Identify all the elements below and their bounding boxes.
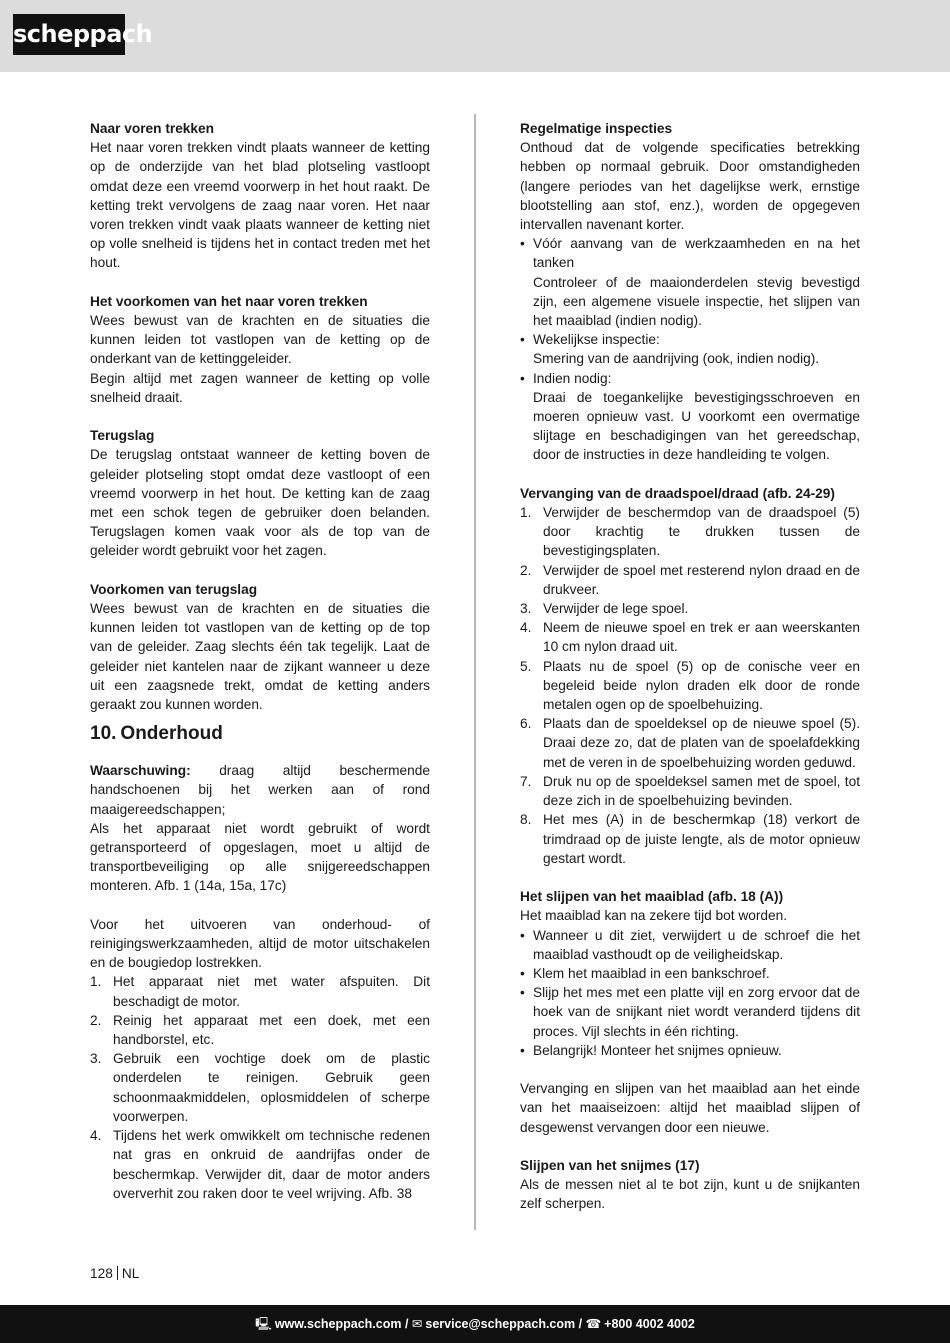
list-item: 1. Het apparaat niet met water afspuiten. Dit beschadigt de motor. xyxy=(90,974,430,1009)
phone-number[interactable]: +800 4002 4002 xyxy=(604,1317,695,1331)
telephone-icon: ☎ xyxy=(585,1317,602,1331)
paragraph: Begin altijd met zagen wanneer de ketting op volle snelheid draait. xyxy=(90,370,430,405)
section-title: Het voorkomen van het naar voren trekken xyxy=(90,293,368,309)
page-number: 128 NL xyxy=(90,1266,140,1281)
paragraph: Als het apparaat niet wordt gebruikt of wordt getransporteerd of opgeslagen, moet u altijd de transportbeveiliging op alle snijgereedschappen monteren. Afb. 1 (14a, 15a, 17c) xyxy=(90,820,430,894)
list-item: • Wekelijkse inspectie: Smering van de aandrijving (ook, indien nodig). xyxy=(520,330,860,368)
list-item: • Belangrijk! Monteer het snijmes opnieuw. xyxy=(520,1041,860,1060)
chapter-heading xyxy=(90,721,430,747)
list-item: 4. Tijdens het werk omwikkelt om technische redenen nat gras en onkruid de aandrijfas onder de beschermkap. Verwijder dit, daar de motor anders oververhit zou raken door te veel wrijving. Afb. 38 xyxy=(90,1128,430,1201)
website-link[interactable]: www.scheppach.com xyxy=(274,1317,402,1331)
contact-footer: 🖳 www.scheppach.com / ✉ service@scheppach.com / ☎ +800 4002 4002 xyxy=(0,1305,950,1343)
section-title: Regelmatige inspecties xyxy=(520,121,673,136)
warning-text: draag altijd beschermende handschoenen bij het werken aan of rond maaigereedschappen; xyxy=(90,763,430,817)
left-column xyxy=(90,119,430,1203)
warning-label: Waarschuwing: xyxy=(90,763,191,779)
section-title: Het slijpen van het maaiblad (afb. 18 (A)) xyxy=(520,889,784,905)
computer-icon: 🖳 xyxy=(255,1317,272,1331)
paragraph: De terugslag ontstaat wanneer de ketting boven de geleider plotseling stopt omdat deze vastloopt of een vreemd voorwerp in het hout. De ketting kan de zaag met een schok tegen de gebruiker doen belanden. Terugslagen komen vaak voor als de top van de geleider wordt gebruikt voor het zagen. xyxy=(90,447,430,559)
chapter-title: Onderhoud xyxy=(120,723,223,745)
list-item: 3. Verwijder de lege spoel. xyxy=(520,601,689,617)
paragraph: Wees bewust van de krachten en de situaties die kunnen leiden tot vastlopen van de ketting op de onderkant van de kettinggeleider. xyxy=(90,313,430,367)
page-header xyxy=(0,0,950,72)
paragraph: Het maaiblad kan na zekere tijd bot worden. xyxy=(520,908,788,924)
envelope-icon: ✉ xyxy=(411,1317,423,1331)
section-title: Terugslag xyxy=(90,428,155,444)
list-item: 2. Reinig het apparaat met een doek, met een handborstel, etc. xyxy=(90,1012,430,1048)
list-item: 7. Druk nu op de spoeldeksel samen met de spoel, tot deze zich in de spoelbehuizing bevinden. xyxy=(520,773,860,809)
paragraph: Voor het uitvoeren van onderhoud- of reinigingswerkzaamheden, altijd de motor uitschakelen en de bougiedop lostrekken. xyxy=(90,916,430,971)
paragraph: Het naar voren trekken vindt plaats wanneer de ketting op de onderzijde van het blad plotseling vastloopt omdat deze een vreemd voorwerp in het hout raakt. De ketting trekt vervolgens de zaag naar voren. Het naar voren trekken vindt vaak plaats wanneer de ketting niet op volle snelheid is tijdens het in contact treden met het hout. xyxy=(90,140,430,271)
page-number-separator xyxy=(117,1266,118,1280)
blade-sharpening-list xyxy=(520,926,860,1060)
list-item: • Indien nodig: Draai de toegankelijke bevestigingsschroeven en moeren opnieuw vast. U voorkomt een overmatige slijtage en beschadigingen van het gereedschap, door de instructies in deze handleiding te volgen. xyxy=(520,369,860,465)
paragraph: Vervanging en slijpen van het maaiblad aan het einde van het maaiseizoen: altijd het maaiblad slijpen of desgewenst vervangen door een nieuwe. xyxy=(520,1081,860,1135)
section-title: Voorkomen van terugslag xyxy=(90,581,258,597)
maintenance-list xyxy=(90,972,430,1202)
list-item: • Klem het maaiblad in een bankschroef. xyxy=(520,964,860,983)
chapter-number: 10. xyxy=(90,723,117,745)
list-item: 8. Het mes (A) in de beschermkap (18) verkort de trimdraad op de juiste lengte, als de motor opnieuw gestart wordt. xyxy=(520,812,860,866)
list-item: 1. Verwijder de beschermdop van de draadspoel (5) door krachtig te drukken tussen de bevestigingsplaten. xyxy=(520,505,860,559)
spool-replacement-list xyxy=(520,503,860,868)
section-title: Naar voren trekken xyxy=(90,121,215,136)
email-link[interactable]: service@scheppach.com xyxy=(425,1317,576,1331)
list-item: • Vóór aanvang van de werkzaamheden en na het tanken Controleer of de maaionderdelen stevig bevestigd zijn, een algemene visuele inspectie, het slijpen van het maaiblad (indien nodig). xyxy=(520,234,860,330)
list-item: 2. Verwijder de spoel met resterend nylon draad en de drukveer. xyxy=(520,562,860,597)
warning-paragraph xyxy=(90,761,430,819)
list-item: 4. Neem de nieuwe spoel en trek er aan weerskanten 10 cm nylon draad uit. xyxy=(520,620,860,655)
paragraph: Wees bewust van de krachten en de situaties die kunnen leiden tot vastlopen van de ketting op de top van de geleider. Zaag slechts één tak tegelijk. Laat de geleider niet kantelen naar de zijkant wanneer u deze uit een zaagsnede trekt, omdat de ketting anders geraakt zou kunnen worden. xyxy=(90,601,430,713)
paragraph: Onthoud dat de volgende specificaties betrekking hebben op normaal gebruik. Door omstandigheden (langere periodes van het dagelijkse werk, ernstige blootstelling aan stof, enz.), worden de opgegeven intervallen navenant korter. xyxy=(520,140,860,233)
list-item: 5. Plaats nu de spoel (5) op de conische veer en begeleid beide nylon draden elk door de ronde metalen ogen op de spoelbehuizing. xyxy=(520,658,860,713)
section-title: Slijpen van het snijmes (17) xyxy=(520,1157,700,1173)
list-item: 6. Plaats dan de spoeldeksel op de nieuwe spoel (5). Draai deze zo, dat de platen van de spoelafdekking met de veren in de spoelbehuizing worden geduwd. xyxy=(520,716,860,770)
paragraph: Als de messen niet al te bot zijn, kunt u de snijkanten zelf scherpen. xyxy=(520,1177,860,1212)
scheppach-logo: scheppach xyxy=(13,14,125,55)
list-item: • Wanneer u dit ziet, verwijdert u de schroef die het maaiblad vasthoudt op de veiligheidskap. xyxy=(520,926,860,964)
inspection-list xyxy=(520,234,860,464)
list-item: • Slijp het mes met een platte vijl en zorg ervoor dat de hoek van de snijkant niet wordt veranderd tijdens dit proces. Vijl slechts in één richting. xyxy=(520,983,860,1041)
list-item: 3. Gebruik een vochtige doek om de plastic onderdelen te reinigen. Gebruik geen schoonmaakmiddelen, oplosmiddelen of scherpe voorwerpen. xyxy=(90,1051,430,1124)
right-column xyxy=(520,119,860,1214)
column-divider xyxy=(474,114,476,1230)
section-title: Vervanging van de draadspoel/draad (afb. 24-29) xyxy=(520,485,835,501)
